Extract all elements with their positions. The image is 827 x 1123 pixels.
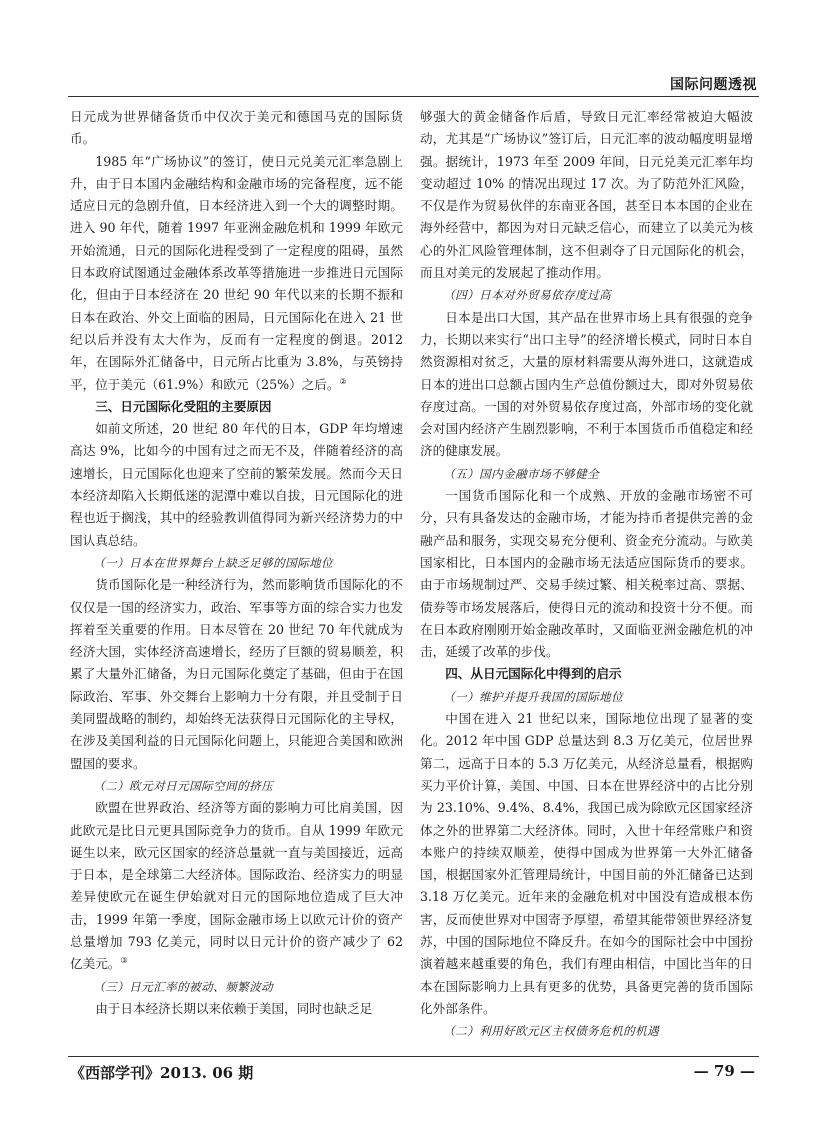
paragraph: 日本是出口大国，其产品在世界市场上具有很强的竞争力，长期以来实行“出口主导”的经济增长模式，同时日本自然资源相对贫乏，大量的原材料需要从海外进口，这就造成日本的进出口总额占国内生产总值份额过大，即对外贸易依存度过高。一国的对外贸易依存度过高，外部市场的变化就会对国内经济产生剧烈影响，不利于本国货币币值稳定和经济的健康发展。 [420, 309, 753, 459]
paragraph: 够强大的黄金储备作后盾，导致日元汇率经常被迫大幅波动，尤其是“广场协议”签订后，日元汇率的波动幅度明显增强。据统计，1973 年至 2009 年间，日元兑美元汇率年均变动超过 10% 的情况出现过 17 次。为了防范外汇风险，不仅是作为贸易伙伴的东南亚各国，甚至日本本国的企业在海外经营中，都因为对日元缺乏信心，而建立了以美元为核心的外汇风险管理体制，这不但剥夺了日元国际化的机会，而且对美元的发展起了推动作用。 [420, 109, 753, 281]
paragraph: 欧盟在世界政治、经济等方面的影响力可比肩美国，因此欧元是比日元更具国际竞争力的货币。自从 1999 年欧元诞生以来，欧元区国家的经济总量就一直与美国接近，远高于日本，是全球第二大经济体。国际政治、经济实力的明显差异使欧元在诞生伊始就对日元的国际地位造成了巨大冲击，1999 年第一季度，国际金融市场上以欧元计价的资产总量增加 793 亿美元，同时以日元计价的资产减少了 62 亿美元。③ [70, 800, 403, 972]
paragraph: 一国货币国际化和一个成熟、开放的金融市场密不可分，只有具备发达的金融市场，才能为持币者提供完善的金融产品和服务，实现交易充分便利、资金充分流动。与欧美国家相比，日本国内的金融市场无法适应国际货币的要求。由于市场规制过严、交易手续过繁、相关税率过高、票据、债券等市场发展落后，使得日元的流动和投资十分不便。而在日本政府刚刚开始金融改革时，又面临亚洲金融危机的冲击，延缓了改革的步伐。 [420, 488, 753, 660]
footnote-ref: ② [339, 376, 347, 386]
page-number: — 79 — [693, 1062, 755, 1080]
paragraph: 1985 年“广场协议”的签订，使日元兑美元汇率急剧上升，由于日本国内金融结构和金融市场的完备程度，远不能适应日元的急剧升值，日本经济进入到一个大的调整时期。进入 90 年代，随着 1997 年亚洲金融危机和 1999 年欧元开始流通，日元的国际化进程受到了一定程度的阻碍，虽然日本政府试图通过金融体系改革等措施进一步推进日元国际化，但由于日本经济在 20 世纪 90 年代以来的长期不振和日本在政治、外交上面临的困局，日元国际化在进入 21 世纪以后并没有太大作为，反而有一定程度的倒退。2012 年，在国际外汇储备中，日元所占比重为 3.8%，与英镑持平，位于美元（61.9%）和欧元（25%）之后。② [70, 153, 403, 392]
paragraph: 由于日本经济长期以来依赖于美国，同时也缺乏足 [95, 1000, 373, 1016]
section-header: 国际问题透视 [670, 77, 757, 93]
section-heading: 三、日元国际化受阻的主要原因 [95, 398, 272, 414]
section-heading: 四、从日元国际化中得到的启示 [445, 666, 622, 682]
right-column [420, 106, 753, 1042]
subsection-heading: （三）日元汇率的被动、频繁波动 [93, 979, 274, 994]
paragraph: 如前文所述，20 世纪 80 年代的日本，GDP 年均增速高达 9%，比如今的中国有过之而无不及，伴随着经济的高速增长，日元国际化也迎来了空前的繁荣发展。然而今天日本经济却陷入长期低迷的泥潭中难以自拔，日元国际化的进程也近于搁浅，其中的经验教训值得同为新兴经济势力的中国认真总结。 [70, 421, 403, 548]
subsection-heading: （二）利用好欧元区主权债务危机的机遇 [443, 1024, 660, 1039]
footnote-ref: ③ [120, 956, 128, 966]
subsection-heading: （四）日本对外贸易依存度过高 [443, 288, 612, 303]
footer-rule [68, 1056, 759, 1057]
subsection-heading: （二）欧元对日元国际空间的挤压 [93, 778, 274, 793]
journal-name: 《西部学刊》2013. 06 期 [70, 1064, 254, 1082]
left-column [70, 106, 403, 1020]
subsection-heading: （五）国内金融市场不够健全 [443, 466, 600, 481]
paragraph: 货币国际化是一种经济行为，然而影响货币国际化的不仅仅是一国的经济实力，政治、军事等方面的综合实力也发挥着至关重要的作用。日本尽管在 20 世纪 70 年代就成为经济大国，实体经济高速增长，经历了巨额的贸易顺差，积累了大量外汇储备，为日元国际化奠定了基础，但由于在国际政治、军事、外交舞台上影响力十分有限，并且受制于日美同盟战略的制约，却始终无法获得日元国际化的主导权，在涉及美国利益的日元国际化问题上，只能迎合美国和欧洲盟国的要求。 [70, 577, 403, 771]
paragraph: 日元成为世界储备货币中仅次于美元和德国马克的国际货币。 [70, 109, 403, 147]
header-rule [68, 96, 759, 97]
subsection-heading: （一）日本在世界舞台上缺乏足够的国际地位 [93, 555, 334, 570]
paragraph: 中国在进入 21 世纪以来，国际地位出现了显著的变化。2012 年中国 GDP 总量达到 8.3 万亿美元，位居世界第二，远高于日本的 5.3 万亿美元，从经济总量看，根据购买力平价计算，美国、中国、日本在世界经济中的占比分别为 23.10%、9.4%、8.4%，我国已成为除欧元区国家经济体之外的世界第二大经济体。同时，入世十年经常账户和资本账户的持续双顺差，使得中国成为世界第一大外汇储备国，根据国家外汇管理局统计，中国目前的外汇储备已达到 3.18 万亿美元。近年来的金融危机对中国没有造成根本伤害，反而使世界对中国寄予厚望，希望其能带领世界经济复苏，中国的国际地位不降反升。在如今的国际社会中中国扮演着越来越重要的角色，我们有理由相信，中国比当年的日本在国际影响力上具有更多的优势，具备更完善的货币国际化外部条件。 [420, 711, 753, 1016]
subsection-heading: （一）维护并提升我国的国际地位 [443, 689, 624, 704]
